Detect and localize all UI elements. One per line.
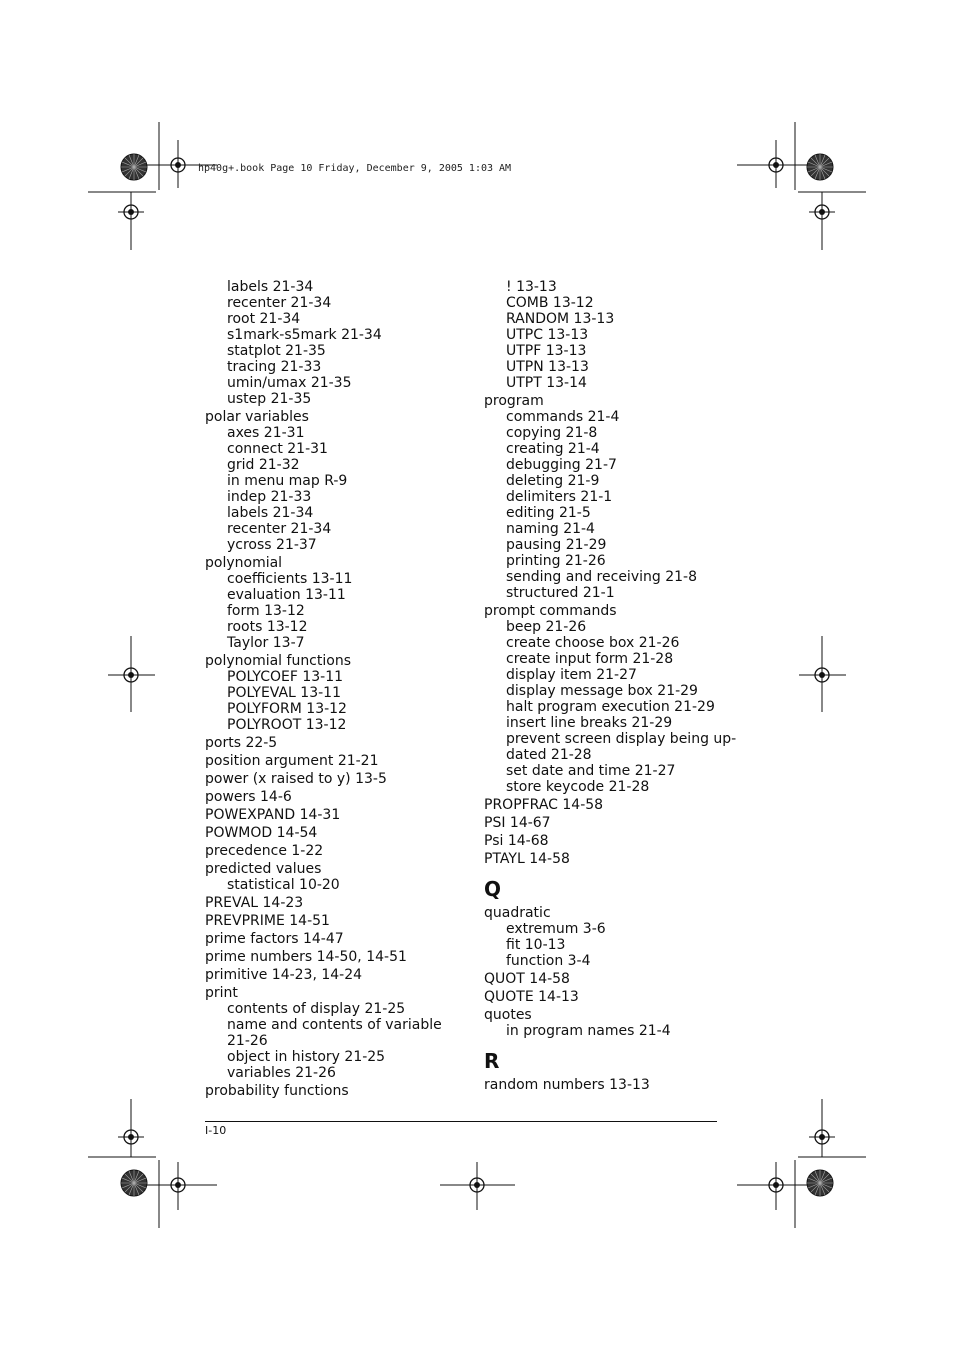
index-subentry: statplot 21-35 — [227, 343, 326, 359]
index-subentry: in menu map R-9 — [227, 473, 348, 489]
index-subentry: debugging 21-7 — [506, 457, 617, 473]
index-subentry: halt program execution 21-29 — [506, 699, 715, 715]
index-subentry: copying 21-8 — [506, 425, 598, 441]
index-subentry: UTPT 13-14 — [506, 375, 587, 391]
index-entry: prime numbers 14-50, 14-51 — [205, 949, 407, 965]
index-entry: print — [205, 985, 238, 1001]
index-subentry: POLYFORM 13-12 — [227, 701, 347, 717]
index-subentry: umin/umax 21-35 — [227, 375, 352, 391]
index-subentry: 21-26 — [227, 1033, 268, 1049]
index-subentry: roots 13-12 — [227, 619, 308, 635]
index-column-left — [205, 279, 445, 1099]
index-subentry: object in history 21-25 — [227, 1049, 386, 1065]
index-entry: probability functions — [205, 1083, 349, 1099]
index-subentry: s1mark-s5mark 21-34 — [227, 327, 382, 343]
index-entry: Psi 14-68 — [484, 833, 549, 849]
index-subentry: root 21-34 — [227, 311, 301, 327]
index-subentry: RANDOM 13-13 — [506, 311, 615, 327]
index-subentry: in program names 21-4 — [506, 1023, 671, 1039]
index-subentry: statistical 10-20 — [227, 877, 340, 893]
index-subentry: labels 21-34 — [227, 505, 314, 521]
index-entry: primitive 14-23, 14-24 — [205, 967, 363, 983]
index-section-letter: R — [484, 1049, 500, 1073]
index-entry: QUOTE 14-13 — [484, 989, 579, 1005]
index-subentry: prevent screen display being up- — [506, 731, 737, 747]
index-subentry: display message box 21-29 — [506, 683, 698, 699]
index-entry: position argument 21-21 — [205, 753, 379, 769]
index-subentry: function 3-4 — [506, 953, 591, 969]
index-entry: PREVPRIME 14-51 — [205, 913, 330, 929]
index-subentry: grid 21-32 — [227, 457, 300, 473]
index-subentry: display item 21-27 — [506, 667, 637, 683]
index-subentry: pausing 21-29 — [506, 537, 607, 553]
footer-rule — [205, 1121, 717, 1122]
page-number: I-10 — [205, 1124, 227, 1137]
index-subentry: create choose box 21-26 — [506, 635, 680, 651]
index-entry: POWEXPAND 14-31 — [205, 807, 341, 823]
index-subentry: deleting 21-9 — [506, 473, 600, 489]
index-subentry: form 13-12 — [227, 603, 305, 619]
index-entry: quotes — [484, 1007, 532, 1023]
index-subentry: indep 21-33 — [227, 489, 312, 505]
index-subentry: COMB 13-12 — [506, 295, 594, 311]
index-subentry: insert line breaks 21-29 — [506, 715, 673, 731]
index-subentry: editing 21-5 — [506, 505, 591, 521]
index-subentry: create input form 21-28 — [506, 651, 674, 667]
index-subentry: axes 21-31 — [227, 425, 305, 441]
index-subentry: UTPC 13-13 — [506, 327, 589, 343]
index-section-letter: Q — [484, 877, 502, 901]
index-entry: QUOT 14-58 — [484, 971, 570, 987]
index-column-right — [484, 279, 737, 1093]
index-subentry: name and contents of variable — [227, 1017, 442, 1033]
index-entry: PREVAL 14-23 — [205, 895, 304, 911]
index-subentry: evaluation 13-11 — [227, 587, 346, 603]
index-subentry: recenter 21-34 — [227, 521, 332, 537]
index-subentry: commands 21-4 — [506, 409, 620, 425]
index-entry: power (x raised to y) 13-5 — [205, 771, 387, 787]
index-subentry: coefficients 13-11 — [227, 571, 353, 587]
index-subentry: store keycode 21-28 — [506, 779, 650, 795]
index-entry: PSI 14-67 — [484, 815, 551, 831]
index-subentry: fit 10-13 — [506, 937, 566, 953]
index-subentry: dated 21-28 — [506, 747, 592, 763]
index-subentry: UTPF 13-13 — [506, 343, 587, 359]
index-subentry: structured 21-1 — [506, 585, 615, 601]
index-subentry: ycross 21-37 — [227, 537, 317, 553]
index-subentry: variables 21-26 — [227, 1065, 336, 1081]
index-subentry: ustep 21-35 — [227, 391, 312, 407]
index-entry: prime factors 14-47 — [205, 931, 344, 947]
index-entry: ports 22-5 — [205, 735, 278, 751]
index-entry: PTAYL 14-58 — [484, 851, 570, 867]
index-subentry: UTPN 13-13 — [506, 359, 589, 375]
index-subentry: naming 21-4 — [506, 521, 595, 537]
index-entry: PROPFRAC 14-58 — [484, 797, 604, 813]
index-subentry: beep 21-26 — [506, 619, 587, 635]
index-entry: POWMOD 14-54 — [205, 825, 318, 841]
index-entry: quadratic — [484, 905, 551, 921]
index-subentry: set date and time 21-27 — [506, 763, 676, 779]
print-header: hp40g+.book Page 10 Friday, December 9, 2005 1:03 AM — [198, 163, 512, 174]
index-entry: polynomial — [205, 555, 283, 571]
index-entry: predicted values — [205, 861, 322, 877]
index-subentry: creating 21-4 — [506, 441, 600, 457]
index-subentry: POLYROOT 13-12 — [227, 717, 347, 733]
index-subentry: delimiters 21-1 — [506, 489, 613, 505]
index-subentry: sending and receiving 21-8 — [506, 569, 697, 585]
index-subentry: printing 21-26 — [506, 553, 606, 569]
index-subentry: connect 21-31 — [227, 441, 328, 457]
index-entry: random numbers 13-13 — [484, 1077, 650, 1093]
index-subentry: Taylor 13-7 — [227, 635, 305, 651]
index-subentry: extremum 3-6 — [506, 921, 606, 937]
index-subentry: POLYEVAL 13-11 — [227, 685, 341, 701]
index-subentry: recenter 21-34 — [227, 295, 332, 311]
index-subentry: POLYCOEF 13-11 — [227, 669, 344, 685]
index-entry: polynomial functions — [205, 653, 351, 669]
index-subentry: tracing 21-33 — [227, 359, 322, 375]
index-entry: precedence 1-22 — [205, 843, 324, 859]
index-subentry: contents of display 21-25 — [227, 1001, 406, 1017]
index-entry: powers 14-6 — [205, 789, 292, 805]
index-subentry: labels 21-34 — [227, 279, 314, 295]
index-subentry: ! 13-13 — [506, 279, 557, 295]
index-entry: polar variables — [205, 409, 309, 425]
index-entry: program — [484, 393, 544, 409]
index-entry: prompt commands — [484, 603, 617, 619]
